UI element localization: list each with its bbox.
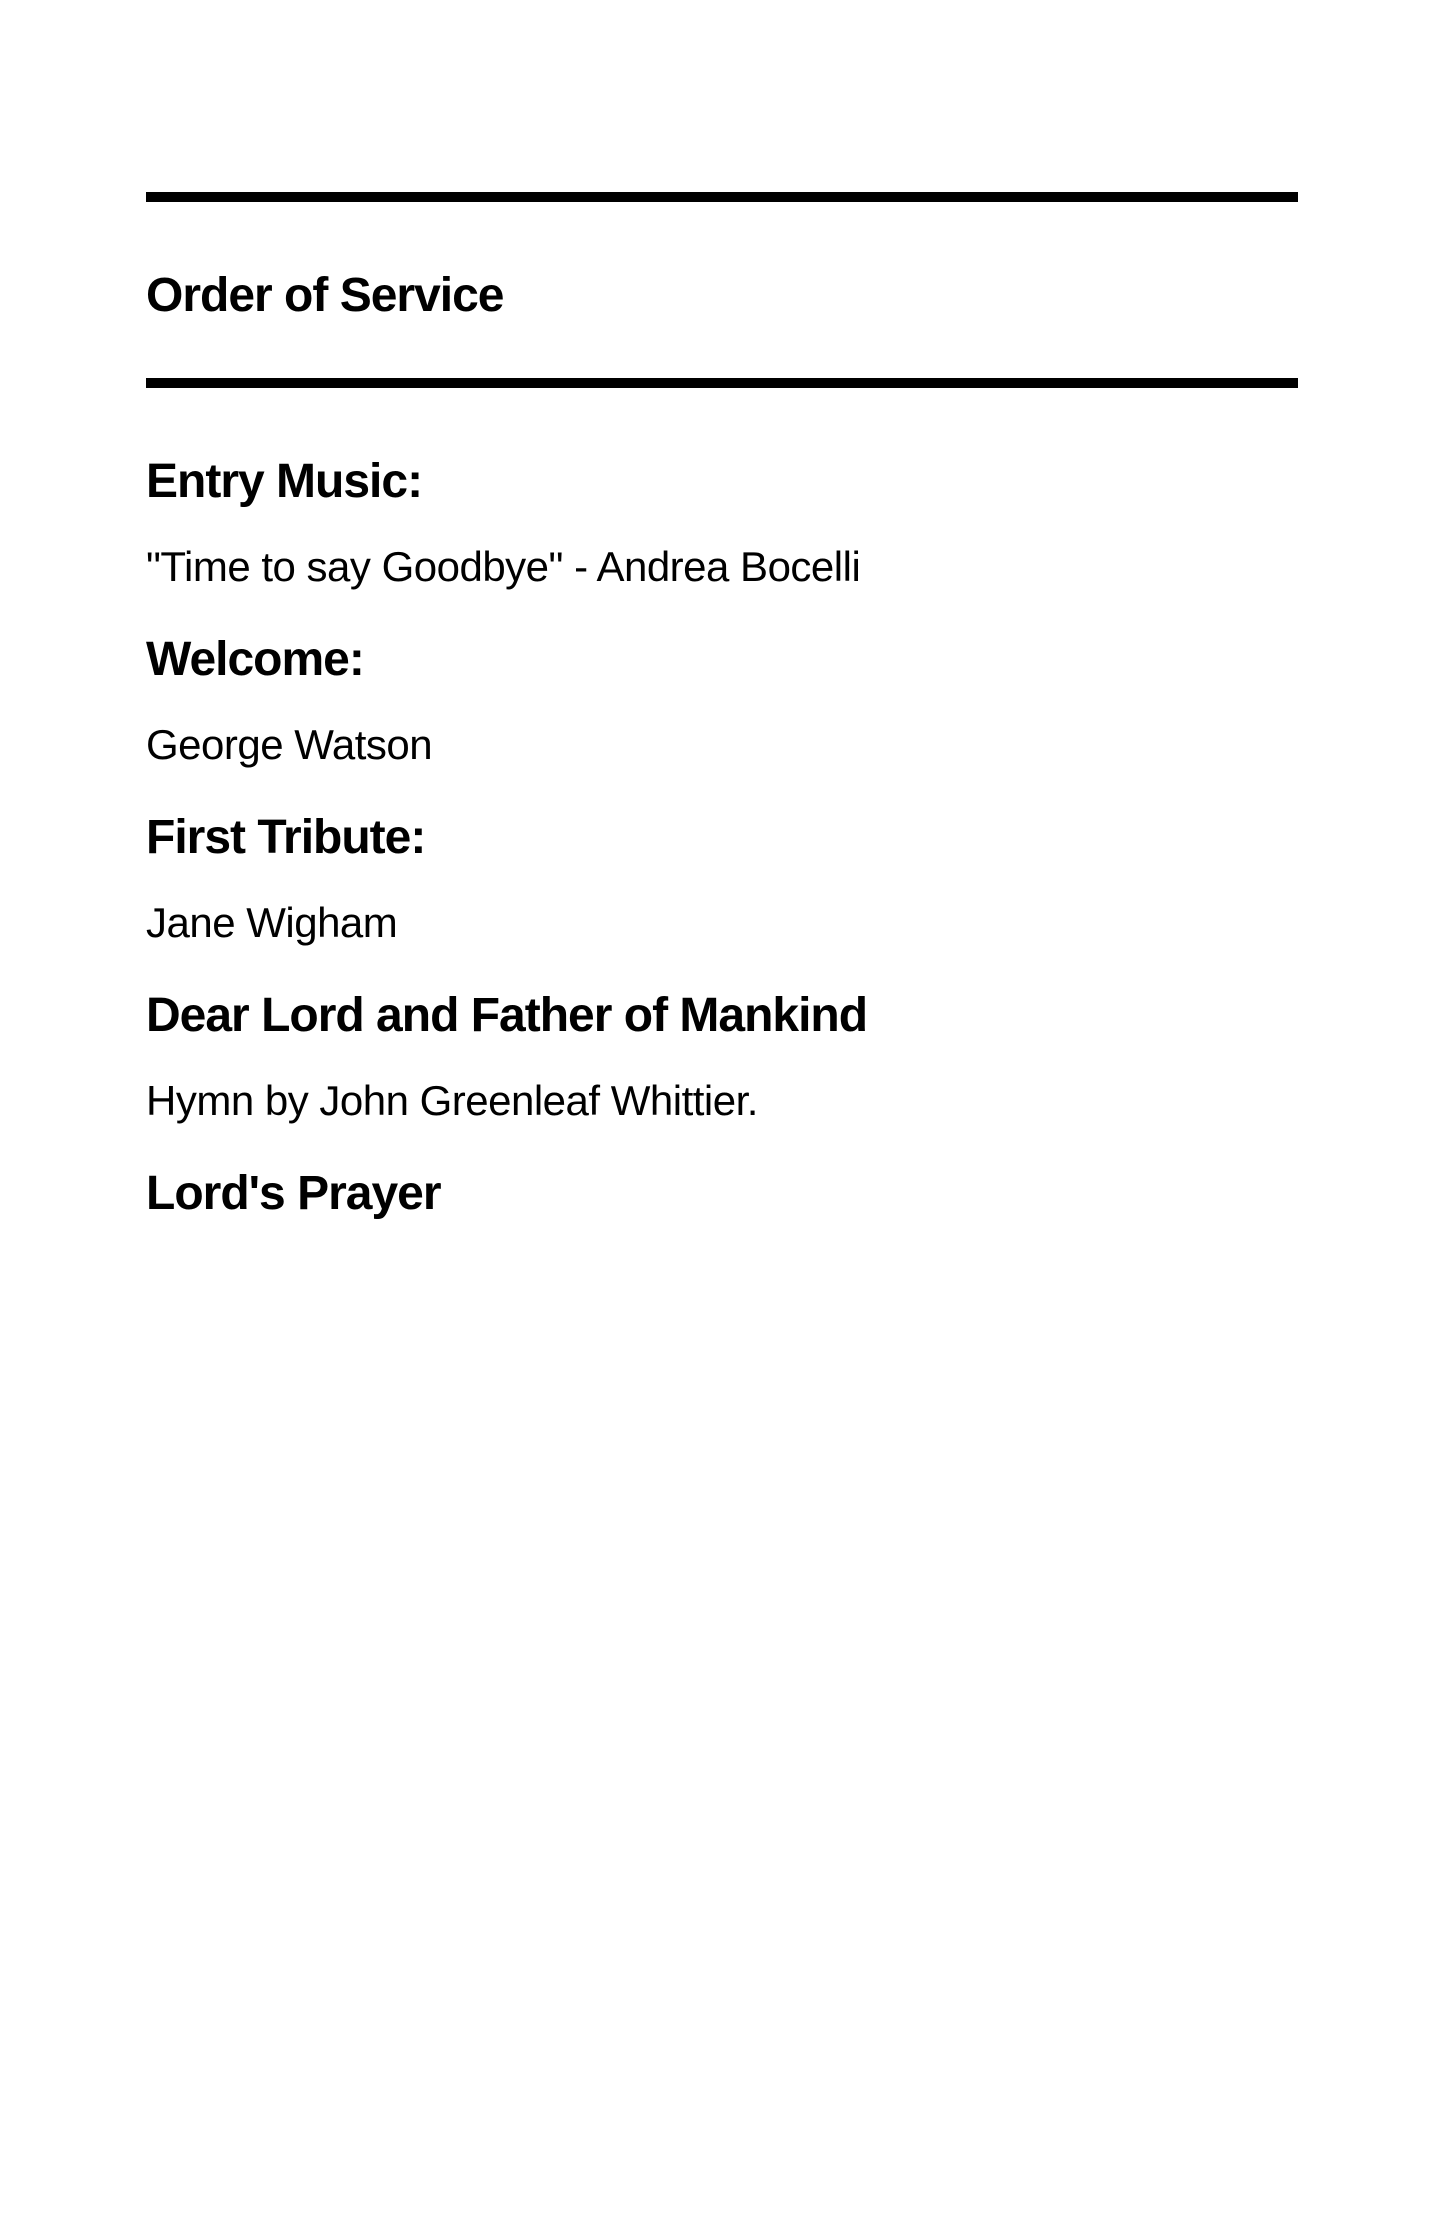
service-item-heading: Lord's Prayer [146, 1166, 441, 1220]
service-item-heading: Dear Lord and Father of Mankind [146, 988, 868, 1042]
service-item-detail: "Time to say Goodbye" - Andrea Bocelli [146, 543, 861, 591]
service-item-heading: First Tribute: [146, 810, 426, 864]
order-of-service-page [0, 192, 1444, 1222]
service-item-welcome [146, 631, 1298, 771]
service-item-first-tribute [146, 809, 1298, 949]
service-items [146, 453, 1298, 1223]
service-item-entry-music [146, 453, 1298, 593]
service-item-lords-prayer [146, 1165, 1298, 1223]
top-divider-rule [146, 192, 1298, 202]
service-item-heading: Entry Music: [146, 454, 423, 508]
title-divider-rule [146, 378, 1298, 388]
service-item-detail: Hymn by John Greenleaf Whittier. [146, 1077, 758, 1125]
page-title: Order of Service [146, 269, 504, 322]
service-item-detail: Jane Wigham [146, 899, 398, 947]
service-item-heading: Welcome: [146, 632, 364, 686]
service-item-hymn [146, 987, 1298, 1127]
service-item-detail: George Watson [146, 721, 433, 769]
